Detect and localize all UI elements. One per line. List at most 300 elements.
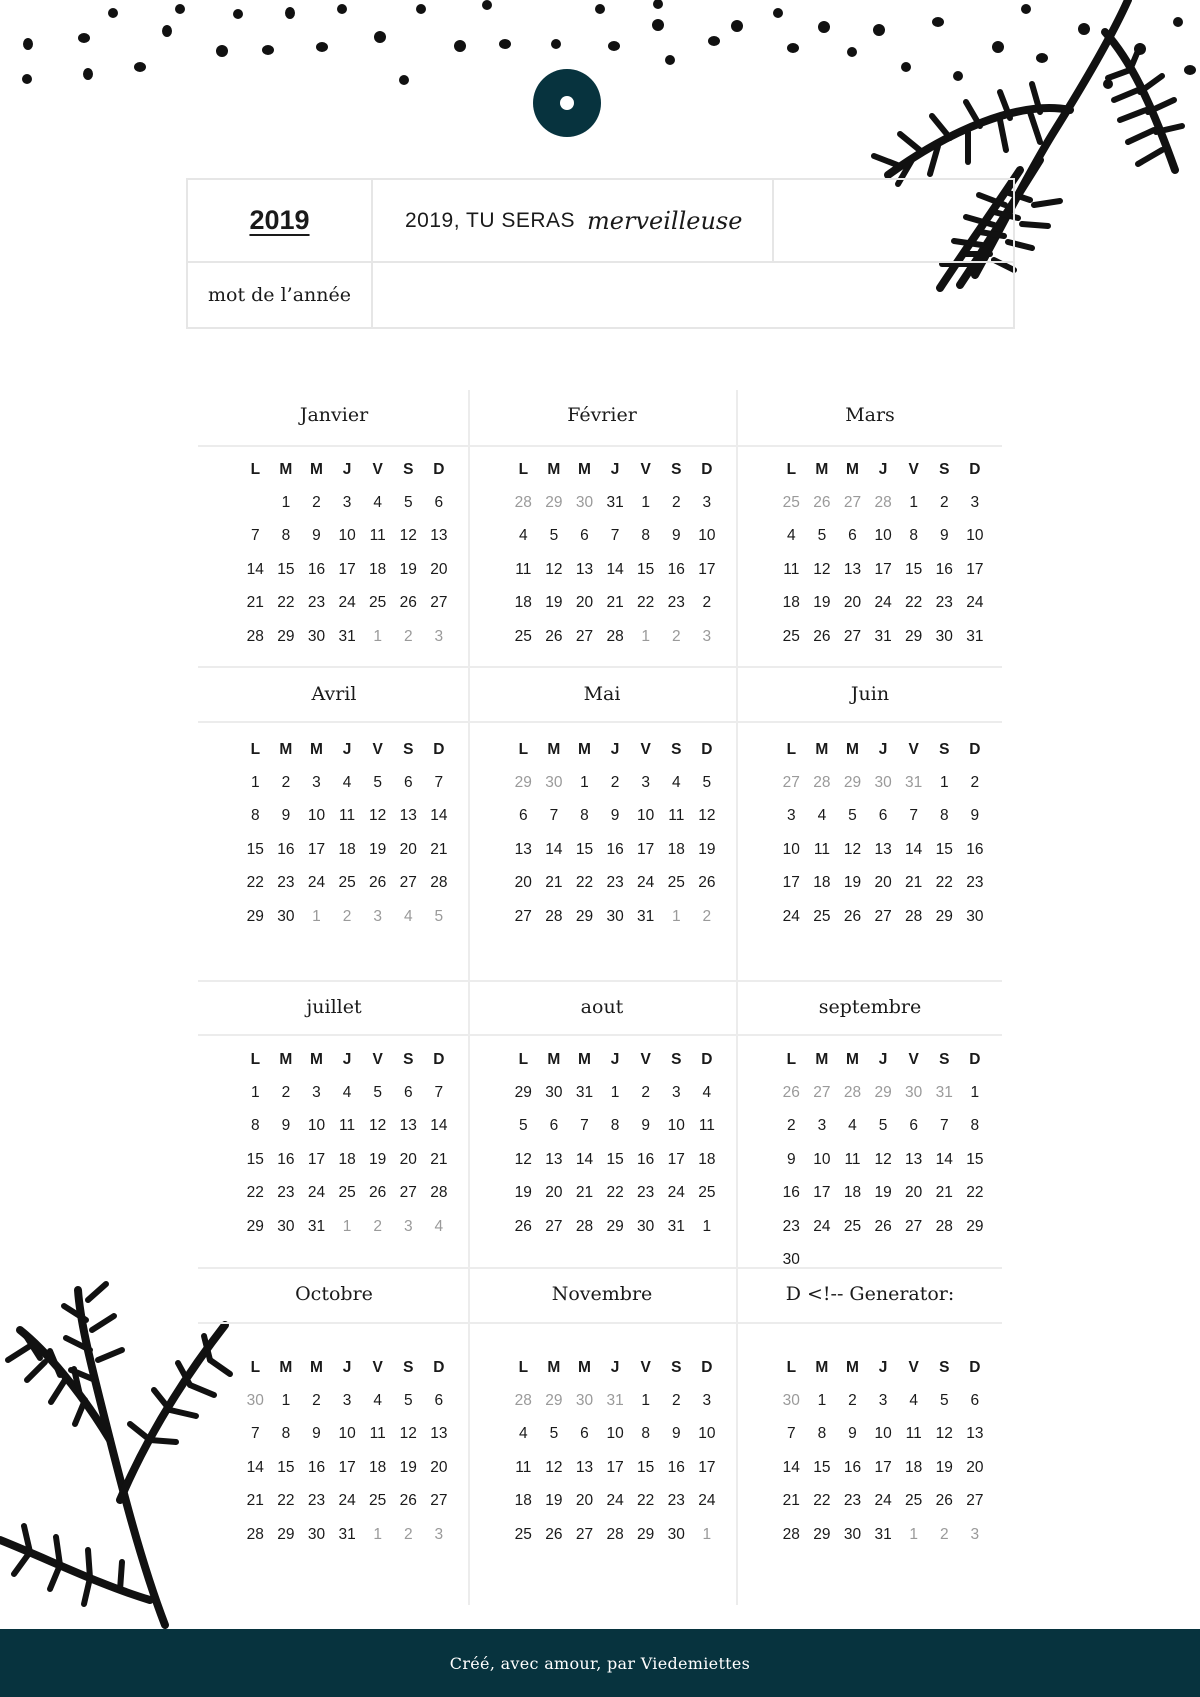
day-cell: 23 bbox=[307, 594, 326, 612]
week-row bbox=[776, 1210, 990, 1243]
day-cell: 30 bbox=[277, 1217, 295, 1235]
week-row bbox=[508, 1518, 722, 1551]
day-cell: 3 bbox=[786, 807, 796, 825]
day-cell: 22 bbox=[246, 874, 264, 892]
month-name: Mars bbox=[845, 404, 895, 426]
day-cell: 30 bbox=[307, 627, 326, 645]
day-cell: 24 bbox=[307, 1184, 326, 1202]
day-cell: 5 bbox=[939, 1392, 949, 1410]
day-cell-adjacent-month: 3 bbox=[373, 907, 382, 925]
day-cell: 7 bbox=[250, 1425, 260, 1443]
day-cell: 4 bbox=[342, 1084, 352, 1102]
week-row bbox=[776, 1418, 990, 1451]
day-cell: 17 bbox=[813, 1184, 831, 1202]
weekday-label: D bbox=[969, 1050, 981, 1068]
week-row bbox=[240, 1143, 454, 1176]
day-cell: 5 bbox=[817, 527, 827, 545]
day-cell: 11 bbox=[698, 1117, 715, 1135]
weekday-label: L bbox=[518, 740, 529, 758]
day-cell: 21 bbox=[935, 1184, 953, 1202]
weekday-label: V bbox=[640, 1050, 651, 1068]
day-cell: 17 bbox=[307, 1150, 326, 1168]
day-cell: 18 bbox=[514, 594, 532, 612]
day-cell: 4 bbox=[373, 1392, 382, 1410]
day-cell: 25 bbox=[514, 627, 532, 645]
day-cell: 10 bbox=[782, 840, 800, 858]
day-cell: 18 bbox=[514, 1492, 532, 1510]
day-cell: 4 bbox=[786, 527, 796, 545]
day-cell-adjacent-month: 3 bbox=[970, 1525, 980, 1543]
weekday-label: M bbox=[279, 460, 293, 478]
day-cell: 10 bbox=[307, 807, 326, 825]
day-cell: 2 bbox=[786, 1117, 796, 1135]
week-row bbox=[508, 800, 722, 833]
weekday-header-row bbox=[776, 453, 990, 486]
day-cell: 11 bbox=[339, 1117, 356, 1135]
day-cell: 17 bbox=[667, 1150, 685, 1168]
day-cell: 15 bbox=[277, 560, 295, 578]
day-cell: 8 bbox=[610, 1117, 620, 1135]
weekday-label: V bbox=[908, 460, 919, 478]
weekday-header-row bbox=[776, 1351, 990, 1384]
day-cell: 23 bbox=[843, 1492, 862, 1510]
day-cell: 6 bbox=[403, 1084, 413, 1102]
header-table bbox=[186, 178, 1015, 329]
day-cell: 7 bbox=[434, 1084, 444, 1102]
week-row bbox=[776, 620, 990, 653]
day-cell: 6 bbox=[580, 1425, 589, 1443]
week-row bbox=[776, 587, 990, 620]
day-cell-adjacent-month: 30 bbox=[905, 1084, 923, 1102]
day-cell-adjacent-month: 1 bbox=[641, 627, 650, 645]
day-cell: 1 bbox=[250, 774, 260, 792]
weekday-label: M bbox=[578, 1358, 591, 1376]
day-cell: 24 bbox=[338, 1492, 356, 1510]
day-cell: 1 bbox=[702, 1217, 712, 1235]
day-cell: 10 bbox=[813, 1150, 831, 1168]
day-cell: 25 bbox=[369, 594, 387, 612]
day-cell: 13 bbox=[514, 840, 532, 858]
day-cell: 16 bbox=[277, 840, 295, 858]
day-cell: 11 bbox=[369, 527, 386, 545]
day-cell: 7 bbox=[250, 527, 260, 545]
day-cell: 8 bbox=[250, 807, 260, 825]
day-cell: 12 bbox=[545, 560, 563, 578]
month-7 bbox=[468, 979, 736, 1235]
week-row bbox=[776, 1485, 990, 1518]
day-cell: 2 bbox=[641, 1084, 650, 1102]
year-title: 2019 bbox=[249, 205, 310, 235]
weekday-label: L bbox=[250, 1050, 261, 1068]
day-cell: 15 bbox=[277, 1458, 295, 1476]
day-cell: 20 bbox=[575, 594, 594, 612]
dots-pattern bbox=[22, 0, 1196, 89]
day-cell: 9 bbox=[312, 527, 321, 545]
day-cell: 26 bbox=[399, 1492, 417, 1510]
day-cell-adjacent-month: 2 bbox=[702, 907, 712, 925]
day-cell-adjacent-month: 1 bbox=[342, 1217, 352, 1235]
day-cell: 12 bbox=[698, 807, 716, 825]
day-cell: 31 bbox=[575, 1084, 594, 1102]
week-row bbox=[508, 1177, 722, 1210]
day-cell: 24 bbox=[782, 907, 800, 925]
weekday-label: M bbox=[547, 1358, 561, 1376]
week-row bbox=[776, 1143, 990, 1176]
day-cell: 16 bbox=[843, 1458, 862, 1476]
week-row bbox=[240, 587, 454, 620]
day-cell: 14 bbox=[430, 1117, 448, 1135]
weekday-label: V bbox=[908, 740, 919, 758]
day-cell: 4 bbox=[518, 527, 528, 545]
day-cell: 12 bbox=[369, 1117, 387, 1135]
day-cell: 3 bbox=[878, 1392, 888, 1410]
weekday-label: S bbox=[939, 460, 950, 478]
day-cell: 15 bbox=[935, 840, 953, 858]
day-cell: 19 bbox=[399, 1458, 417, 1476]
day-cell: 5 bbox=[373, 1084, 382, 1102]
day-cell: 25 bbox=[667, 874, 685, 892]
day-cell: 4 bbox=[671, 774, 681, 792]
day-cell: 28 bbox=[430, 1184, 448, 1202]
week-row bbox=[240, 1518, 454, 1551]
day-cell: 3 bbox=[817, 1117, 827, 1135]
day-cell: 25 bbox=[369, 1492, 387, 1510]
weekday-label: M bbox=[846, 1050, 859, 1068]
day-cell: 8 bbox=[250, 1117, 260, 1135]
day-cell: 2 bbox=[281, 1084, 291, 1102]
day-cell: 12 bbox=[369, 807, 387, 825]
day-cell-adjacent-month: 30 bbox=[575, 1392, 594, 1410]
day-cell: 31 bbox=[874, 1525, 892, 1543]
day-cell: 31 bbox=[606, 494, 624, 512]
day-cell: 9 bbox=[939, 527, 949, 545]
weekday-label: M bbox=[547, 740, 561, 758]
day-cell: 9 bbox=[641, 1117, 650, 1135]
weekday-label: J bbox=[342, 1358, 352, 1376]
day-cell: 11 bbox=[668, 807, 685, 825]
week-row bbox=[776, 867, 990, 900]
day-cell: 20 bbox=[430, 560, 448, 578]
weekday-label: V bbox=[640, 460, 651, 478]
weekday-header-row bbox=[240, 1043, 454, 1076]
day-cell: 18 bbox=[905, 1458, 923, 1476]
day-cell: 21 bbox=[246, 1492, 264, 1510]
day-cell: 16 bbox=[667, 560, 685, 578]
day-cell: 24 bbox=[698, 1492, 716, 1510]
day-cell: 31 bbox=[338, 627, 356, 645]
day-cell: 12 bbox=[935, 1425, 953, 1443]
day-cell: 14 bbox=[606, 560, 624, 578]
day-cell-adjacent-month: 2 bbox=[342, 907, 352, 925]
day-cell: 1 bbox=[909, 494, 918, 512]
month-name: Février bbox=[567, 404, 637, 426]
day-cell: 28 bbox=[905, 907, 923, 925]
day-cell: 13 bbox=[430, 527, 448, 545]
day-cell: 2 bbox=[970, 774, 980, 792]
day-cell: 31 bbox=[966, 627, 984, 645]
week-row bbox=[776, 1384, 990, 1417]
weekday-label: J bbox=[342, 740, 352, 758]
day-cell: 1 bbox=[970, 1084, 980, 1102]
day-cell: 23 bbox=[307, 1492, 326, 1510]
day-cell: 24 bbox=[307, 874, 326, 892]
week-row bbox=[240, 1076, 454, 1109]
day-cell: 10 bbox=[606, 1425, 624, 1443]
day-cell: 6 bbox=[403, 774, 413, 792]
day-cell: 23 bbox=[966, 874, 984, 892]
day-cell: 9 bbox=[671, 1425, 681, 1443]
day-cell: 17 bbox=[874, 1458, 892, 1476]
week-row bbox=[508, 486, 722, 519]
day-cell: 21 bbox=[246, 594, 264, 612]
weekday-label: J bbox=[878, 1358, 888, 1376]
day-cell-adjacent-month: 2 bbox=[403, 1525, 413, 1543]
day-cell: 13 bbox=[399, 1117, 417, 1135]
day-cell: 10 bbox=[874, 527, 892, 545]
day-cell: 5 bbox=[518, 1117, 528, 1135]
footer-bar bbox=[0, 1629, 1200, 1697]
weekday-label: D bbox=[969, 460, 981, 478]
weekday-label: V bbox=[372, 1050, 383, 1068]
day-cell: 30 bbox=[545, 1084, 563, 1102]
day-cell: 4 bbox=[848, 1117, 857, 1135]
day-cell: 10 bbox=[667, 1117, 685, 1135]
day-cell: 23 bbox=[277, 1184, 295, 1202]
month-day-grid bbox=[508, 1043, 722, 1243]
month-10 bbox=[468, 1266, 736, 1543]
day-cell: 18 bbox=[338, 1150, 356, 1168]
day-cell: 1 bbox=[641, 1392, 650, 1410]
day-cell: 30 bbox=[843, 1525, 862, 1543]
weekday-label: M bbox=[815, 1358, 829, 1376]
day-cell-adjacent-month: 30 bbox=[575, 494, 594, 512]
month-name: aout bbox=[580, 996, 624, 1018]
day-cell: 28 bbox=[606, 627, 624, 645]
day-cell-adjacent-month: 30 bbox=[782, 1392, 800, 1410]
day-cell-adjacent-month: 4 bbox=[403, 907, 413, 925]
day-cell: 9 bbox=[671, 527, 681, 545]
weekday-label: V bbox=[908, 1358, 919, 1376]
week-row bbox=[240, 867, 454, 900]
day-cell: 29 bbox=[277, 627, 295, 645]
day-cell: 3 bbox=[312, 1084, 321, 1102]
day-cell: 15 bbox=[246, 1150, 264, 1168]
day-cell: 26 bbox=[369, 874, 387, 892]
word-of-year-field[interactable] bbox=[373, 263, 1013, 327]
week-row bbox=[508, 1110, 722, 1143]
month-day-grid bbox=[508, 453, 722, 653]
day-cell: 11 bbox=[515, 560, 532, 578]
day-cell-adjacent-month: 30 bbox=[246, 1392, 264, 1410]
day-cell: 26 bbox=[935, 1492, 953, 1510]
weekday-label: D bbox=[433, 460, 445, 478]
day-cell: 30 bbox=[307, 1525, 326, 1543]
day-cell: 16 bbox=[667, 1458, 685, 1476]
week-row bbox=[508, 520, 722, 553]
day-cell: 31 bbox=[307, 1217, 326, 1235]
motto-text: 2019, TU SERAS bbox=[405, 208, 576, 232]
weekday-label: M bbox=[578, 740, 591, 758]
day-cell-adjacent-month: 5 bbox=[434, 907, 444, 925]
day-cell: 19 bbox=[874, 1184, 892, 1202]
month-name: Avril bbox=[311, 683, 357, 705]
day-cell: 17 bbox=[338, 1458, 356, 1476]
day-cell: 1 bbox=[250, 1084, 260, 1102]
weekday-label: J bbox=[610, 740, 620, 758]
day-cell: 14 bbox=[246, 560, 264, 578]
weekday-label: D bbox=[969, 740, 981, 758]
week-row bbox=[508, 553, 722, 586]
day-cell-adjacent-month: 31 bbox=[606, 1392, 624, 1410]
day-cell: 27 bbox=[430, 594, 448, 612]
day-cell: 26 bbox=[843, 907, 862, 925]
day-cell: 15 bbox=[813, 1458, 831, 1476]
day-cell: 28 bbox=[782, 1525, 800, 1543]
weekday-label: L bbox=[250, 740, 261, 758]
day-cell-adjacent-month: 1 bbox=[312, 907, 321, 925]
weekday-label: J bbox=[878, 1050, 888, 1068]
weekday-label: J bbox=[878, 740, 888, 758]
day-cell: 8 bbox=[580, 807, 589, 825]
week-row bbox=[508, 1384, 722, 1417]
day-cell: 17 bbox=[637, 840, 655, 858]
day-cell: 13 bbox=[545, 1150, 563, 1168]
day-cell: 31 bbox=[874, 627, 892, 645]
day-cell: 3 bbox=[312, 774, 321, 792]
day-cell: 12 bbox=[874, 1150, 892, 1168]
day-cell: 19 bbox=[369, 1150, 387, 1168]
day-cell: 22 bbox=[905, 594, 923, 612]
day-cell: 3 bbox=[702, 1392, 712, 1410]
week-row bbox=[508, 1451, 722, 1484]
day-cell-adjacent-month: 30 bbox=[874, 774, 892, 792]
day-cell: 2 bbox=[610, 774, 620, 792]
day-cell: 26 bbox=[514, 1217, 532, 1235]
weekday-label: S bbox=[671, 1050, 682, 1068]
day-cell: 19 bbox=[514, 1184, 532, 1202]
day-cell: 19 bbox=[813, 594, 831, 612]
week-row bbox=[240, 833, 454, 866]
week-row bbox=[240, 1485, 454, 1518]
day-cell-adjacent-month: 31 bbox=[905, 774, 923, 792]
day-cell: 20 bbox=[874, 874, 892, 892]
week-row bbox=[240, 486, 454, 519]
day-cell: 3 bbox=[342, 494, 352, 512]
day-cell: 3 bbox=[342, 1392, 352, 1410]
day-cell: 29 bbox=[246, 1217, 264, 1235]
day-cell: 9 bbox=[281, 807, 291, 825]
day-cell: 15 bbox=[606, 1150, 624, 1168]
week-row bbox=[776, 1076, 990, 1109]
day-cell: 8 bbox=[281, 527, 291, 545]
day-cell: 24 bbox=[874, 594, 892, 612]
day-cell: 7 bbox=[434, 774, 444, 792]
month-day-grid bbox=[240, 453, 454, 653]
weekday-label: V bbox=[908, 1050, 919, 1068]
day-cell: 23 bbox=[637, 1184, 655, 1202]
day-cell: 10 bbox=[637, 807, 655, 825]
weekday-header-row bbox=[240, 733, 454, 766]
day-cell: 4 bbox=[518, 1425, 528, 1443]
header-blank-cell[interactable] bbox=[774, 180, 1013, 263]
week-row bbox=[508, 1485, 722, 1518]
day-cell: 14 bbox=[905, 840, 923, 858]
day-cell: 2 bbox=[702, 594, 712, 612]
day-cell: 30 bbox=[935, 627, 953, 645]
day-cell: 11 bbox=[515, 1458, 532, 1476]
day-cell-adjacent-month: 26 bbox=[813, 494, 831, 512]
day-cell: 1 bbox=[580, 774, 589, 792]
day-cell: 29 bbox=[637, 1525, 655, 1543]
day-cell: 25 bbox=[338, 1184, 356, 1202]
month-name: juillet bbox=[306, 996, 362, 1018]
month-5 bbox=[736, 666, 1004, 925]
week-row bbox=[240, 1210, 454, 1243]
day-cell: 25 bbox=[813, 907, 831, 925]
day-cell: 22 bbox=[246, 1184, 264, 1202]
weekday-label: J bbox=[610, 460, 620, 478]
day-cell: 9 bbox=[281, 1117, 291, 1135]
day-cell: 29 bbox=[277, 1525, 295, 1543]
weekday-header-row bbox=[508, 1043, 722, 1076]
footer-credit: Créé, avec amour, par Viedemiettes bbox=[449, 1653, 751, 1673]
day-cell: 25 bbox=[905, 1492, 923, 1510]
day-cell: 19 bbox=[369, 840, 387, 858]
day-cell: 23 bbox=[782, 1217, 800, 1235]
week-row bbox=[776, 1451, 990, 1484]
day-cell: 17 bbox=[698, 560, 716, 578]
day-cell: 1 bbox=[281, 1392, 291, 1410]
day-cell: 26 bbox=[813, 627, 831, 645]
week-row bbox=[240, 620, 454, 653]
day-cell-adjacent-month: 3 bbox=[434, 1525, 444, 1543]
day-cell: 10 bbox=[966, 527, 984, 545]
weekday-label: L bbox=[786, 1358, 797, 1376]
week-row bbox=[240, 1418, 454, 1451]
day-cell-adjacent-month: 2 bbox=[373, 1217, 382, 1235]
day-cell: 16 bbox=[606, 840, 624, 858]
day-cell: 4 bbox=[702, 1084, 712, 1102]
month-name: septembre bbox=[818, 996, 922, 1018]
day-cell: 22 bbox=[935, 874, 953, 892]
day-cell: 17 bbox=[698, 1458, 716, 1476]
day-cell: 6 bbox=[878, 807, 888, 825]
month-day-grid bbox=[776, 453, 990, 653]
day-cell: 6 bbox=[848, 527, 857, 545]
weekday-label: D bbox=[701, 1050, 713, 1068]
day-cell: 10 bbox=[698, 1425, 716, 1443]
week-row bbox=[240, 766, 454, 799]
day-cell: 29 bbox=[905, 627, 923, 645]
weekday-label: M bbox=[815, 1050, 829, 1068]
day-cell: 24 bbox=[667, 1184, 685, 1202]
week-row bbox=[776, 1110, 990, 1143]
day-cell: 16 bbox=[935, 560, 953, 578]
day-cell-adjacent-month: 28 bbox=[514, 494, 532, 512]
week-row bbox=[776, 553, 990, 586]
day-cell: 24 bbox=[813, 1217, 831, 1235]
day-cell: 11 bbox=[844, 1150, 861, 1168]
week-row bbox=[776, 1177, 990, 1210]
day-cell-adjacent-month: 28 bbox=[813, 774, 831, 792]
weekday-label: V bbox=[640, 1358, 651, 1376]
day-cell: 31 bbox=[338, 1525, 356, 1543]
day-cell: 5 bbox=[848, 807, 857, 825]
day-cell: 15 bbox=[575, 840, 594, 858]
day-cell: 26 bbox=[698, 874, 716, 892]
month-name: Novembre bbox=[551, 1283, 653, 1305]
day-cell-adjacent-month: 28 bbox=[514, 1392, 532, 1410]
